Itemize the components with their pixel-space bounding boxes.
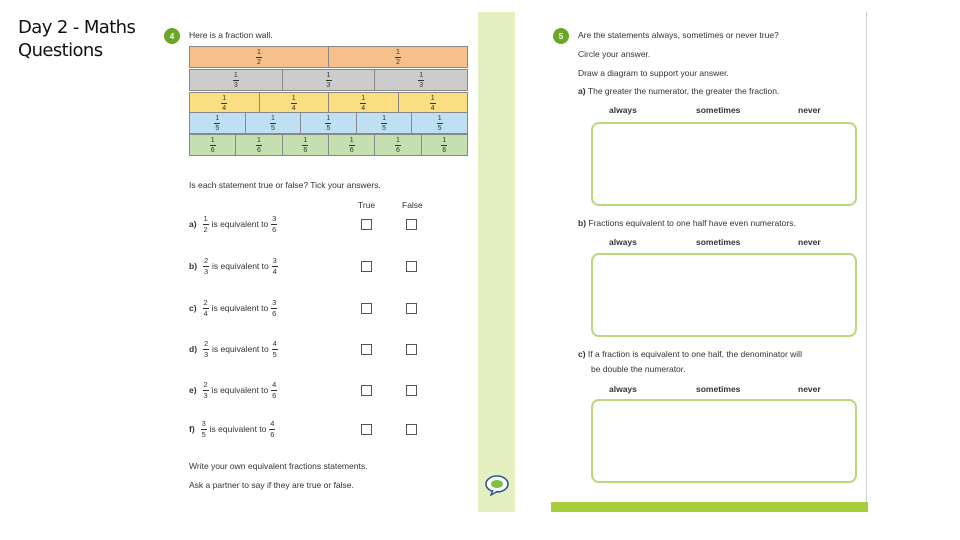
part-text: If a fraction is equivalent to one half, the denominator will bbox=[587, 349, 802, 359]
part-text-continued: be double the numerator. bbox=[591, 364, 686, 374]
wall-cell bbox=[189, 134, 236, 156]
option-sometimes[interactable]: sometimes bbox=[696, 384, 741, 394]
numerator: 1 bbox=[361, 94, 366, 102]
question-4-outro-1: Write your own equivalent fractions statements. bbox=[189, 461, 368, 471]
denominator: 4 bbox=[361, 104, 366, 112]
denominator: 4 bbox=[430, 104, 435, 112]
fraction-left bbox=[203, 257, 209, 275]
question-5-line-2: Circle your answer. bbox=[578, 49, 651, 59]
denominator: 6 bbox=[210, 146, 215, 154]
statement-text: is equivalent to bbox=[209, 424, 267, 434]
fraction-unit bbox=[291, 95, 297, 112]
statement-text: is equivalent to bbox=[212, 344, 269, 354]
wall-cell bbox=[411, 112, 468, 134]
statement-text: is equivalent to bbox=[211, 219, 269, 229]
option-always[interactable]: always bbox=[609, 237, 637, 247]
wall-cell bbox=[259, 92, 330, 114]
fraction-unit bbox=[233, 72, 239, 89]
denominator: 4 bbox=[203, 308, 208, 318]
speech-bubble-icon bbox=[484, 474, 510, 496]
true-checkbox-c[interactable] bbox=[361, 303, 372, 314]
fraction-bar bbox=[441, 145, 447, 146]
wall-cell bbox=[328, 46, 468, 68]
fraction-bar bbox=[270, 123, 276, 124]
fraction-unit bbox=[349, 137, 355, 154]
numerator: 1 bbox=[303, 136, 308, 144]
fraction-unit bbox=[430, 95, 436, 112]
numerator: 4 bbox=[272, 339, 277, 348]
wall-cell bbox=[374, 134, 421, 156]
true-checkbox-b[interactable] bbox=[361, 261, 372, 272]
fraction-unit bbox=[437, 115, 443, 132]
statement-text: is equivalent to bbox=[211, 385, 269, 395]
fraction-unit bbox=[418, 72, 424, 89]
numerator: 1 bbox=[210, 136, 215, 144]
page-gutter bbox=[478, 12, 515, 512]
denominator: 3 bbox=[233, 81, 238, 89]
wall-row-thirds bbox=[189, 69, 467, 91]
false-column-header: False bbox=[402, 200, 423, 210]
fraction-unit bbox=[221, 95, 227, 112]
wall-cell bbox=[356, 112, 413, 134]
numerator: 1 bbox=[291, 94, 296, 102]
fraction-unit bbox=[256, 49, 262, 66]
fraction-unit bbox=[395, 49, 401, 66]
true-checkbox-d[interactable] bbox=[361, 344, 372, 355]
numerator: 3 bbox=[272, 214, 277, 223]
fraction-bar bbox=[291, 103, 297, 104]
statement-a bbox=[189, 213, 280, 235]
fraction-left bbox=[201, 420, 207, 438]
fraction-bar bbox=[395, 145, 401, 146]
true-checkbox-e[interactable] bbox=[361, 385, 372, 396]
numerator: 2 bbox=[203, 339, 209, 348]
wall-cell bbox=[282, 69, 376, 91]
numerator: 1 bbox=[326, 71, 331, 79]
fraction-unit bbox=[302, 137, 308, 154]
denominator: 3 bbox=[203, 390, 208, 400]
question-5-line-3: Draw a diagram to support your answer. bbox=[578, 68, 729, 78]
wall-row-halves bbox=[189, 46, 467, 68]
statement-label: a) bbox=[189, 219, 197, 229]
fraction-bar bbox=[360, 103, 366, 104]
fraction-left bbox=[203, 340, 209, 358]
fraction-left bbox=[203, 299, 209, 317]
numerator: 1 bbox=[382, 114, 387, 122]
fraction-unit bbox=[270, 115, 276, 132]
wall-row-quarters bbox=[189, 92, 467, 114]
denominator: 2 bbox=[396, 58, 400, 66]
fraction-bar bbox=[325, 123, 331, 124]
statement-label: c) bbox=[189, 303, 197, 313]
denominator: 2 bbox=[203, 224, 208, 234]
numerator: 4 bbox=[270, 419, 275, 428]
denominator: 5 bbox=[201, 429, 206, 439]
part-label: b) bbox=[578, 218, 589, 228]
fraction-unit bbox=[395, 137, 401, 154]
denominator: 5 bbox=[270, 124, 275, 132]
numerator: 1 bbox=[419, 71, 424, 79]
statement-b bbox=[189, 255, 281, 277]
denominator: 6 bbox=[442, 146, 447, 154]
denominator: 6 bbox=[303, 146, 308, 154]
option-sometimes[interactable]: sometimes bbox=[696, 237, 741, 247]
fraction-unit bbox=[256, 137, 262, 154]
denominator: 5 bbox=[272, 349, 277, 359]
diagram-answer-box[interactable] bbox=[591, 122, 857, 206]
denominator: 4 bbox=[222, 104, 227, 112]
denominator: 3 bbox=[203, 349, 209, 359]
statement-text: is equivalent to bbox=[212, 261, 269, 271]
false-checkbox-e[interactable] bbox=[406, 385, 417, 396]
wall-cell bbox=[245, 112, 302, 134]
denominator: 6 bbox=[272, 308, 277, 318]
denominator: 6 bbox=[272, 390, 277, 400]
fraction-unit bbox=[214, 115, 220, 132]
option-never[interactable]: never bbox=[798, 237, 821, 247]
wall-cell bbox=[328, 134, 375, 156]
numerator: 1 bbox=[270, 114, 275, 122]
denominator: 5 bbox=[326, 124, 331, 132]
numerator: 2 bbox=[203, 298, 208, 307]
wall-row-sixths bbox=[189, 134, 467, 156]
denominator: 5 bbox=[382, 124, 387, 132]
numerator: 3 bbox=[272, 256, 277, 265]
wall-cell bbox=[398, 92, 469, 114]
fraction-unit bbox=[360, 95, 366, 112]
part-text: The greater the numerator, the greater the fraction. bbox=[587, 86, 780, 96]
wall-cell bbox=[189, 112, 246, 134]
numerator: 1 bbox=[257, 48, 261, 56]
numerator: 3 bbox=[201, 419, 206, 428]
option-sometimes[interactable]: sometimes bbox=[696, 105, 741, 115]
wall-cell bbox=[328, 92, 399, 114]
question-5-line-1: Are the statements always, sometimes or never true? bbox=[578, 30, 779, 40]
denominator: 4 bbox=[291, 104, 296, 112]
denominator: 6 bbox=[257, 146, 261, 154]
fraction-right bbox=[271, 215, 277, 233]
numerator: 1 bbox=[257, 136, 261, 144]
statement-label: e) bbox=[189, 385, 197, 395]
wall-cell bbox=[374, 69, 468, 91]
denominator: 6 bbox=[272, 224, 277, 234]
statement-label: b) bbox=[189, 261, 198, 271]
numerator: 1 bbox=[396, 136, 400, 144]
fraction-right bbox=[269, 420, 275, 438]
false-checkbox-c[interactable] bbox=[406, 303, 417, 314]
fraction-bar bbox=[326, 80, 332, 81]
wall-cell bbox=[189, 92, 260, 114]
fraction-bar bbox=[381, 123, 387, 124]
wall-cell bbox=[300, 112, 357, 134]
right-page bbox=[515, 12, 867, 512]
fraction-bar bbox=[302, 145, 308, 146]
fraction-bar bbox=[437, 123, 443, 124]
option-never[interactable]: never bbox=[798, 384, 821, 394]
fraction-right bbox=[271, 299, 277, 317]
denominator: 6 bbox=[270, 429, 275, 439]
fraction-bar bbox=[221, 103, 227, 104]
part-question-text bbox=[578, 349, 802, 359]
fraction-left bbox=[203, 381, 209, 399]
statement-label: f) bbox=[189, 424, 195, 434]
fraction-unit bbox=[326, 72, 332, 89]
fraction-bar bbox=[256, 145, 262, 146]
numerator: 2 bbox=[203, 256, 209, 265]
numerator: 1 bbox=[430, 94, 435, 102]
page-footer-bar bbox=[551, 502, 868, 512]
denominator: 5 bbox=[215, 124, 220, 132]
fraction-right bbox=[271, 381, 277, 399]
fraction-bar bbox=[233, 80, 239, 81]
fraction-unit bbox=[381, 115, 387, 132]
question-4-intro: Here is a fraction wall. bbox=[189, 30, 273, 40]
false-checkbox-f[interactable] bbox=[406, 424, 417, 435]
question-4-prompt: Is each statement true or false? Tick your answers. bbox=[189, 180, 381, 190]
numerator: 3 bbox=[272, 298, 277, 307]
wall-cell bbox=[189, 46, 329, 68]
fraction-left bbox=[203, 215, 209, 233]
part-label: c) bbox=[578, 349, 588, 359]
fraction-unit bbox=[441, 137, 447, 154]
statement-d bbox=[189, 338, 281, 360]
denominator: 3 bbox=[419, 81, 424, 89]
fraction-unit bbox=[325, 115, 331, 132]
numerator: 2 bbox=[203, 380, 208, 389]
fraction-bar bbox=[418, 80, 424, 81]
wall-cell bbox=[421, 134, 468, 156]
option-always[interactable]: always bbox=[609, 105, 637, 115]
true-column-header: True bbox=[358, 200, 376, 210]
fraction-bar bbox=[214, 123, 220, 124]
statement-e bbox=[189, 379, 280, 401]
part-question-text bbox=[578, 218, 796, 228]
fraction-bar bbox=[430, 103, 436, 104]
diagram-answer-box[interactable] bbox=[591, 399, 857, 483]
option-always[interactable]: always bbox=[609, 384, 637, 394]
statement-text: is equivalent to bbox=[211, 303, 269, 313]
left-page bbox=[160, 12, 478, 512]
wall-cell bbox=[189, 69, 283, 91]
part-label: a) bbox=[578, 86, 588, 96]
true-checkbox-f[interactable] bbox=[361, 424, 372, 435]
question-5-number: 5 bbox=[553, 28, 569, 44]
denominator: 6 bbox=[396, 146, 400, 154]
statement-c bbox=[189, 297, 280, 319]
statement-f bbox=[189, 418, 278, 440]
slide-title: Day 2 - Maths Questions bbox=[18, 17, 136, 61]
denominator: 4 bbox=[272, 266, 277, 276]
false-checkbox-d[interactable] bbox=[406, 344, 417, 355]
part-text: Fractions equivalent to one half have even numerators. bbox=[588, 218, 796, 228]
denominator: 6 bbox=[349, 146, 354, 154]
denominator: 3 bbox=[326, 81, 331, 89]
diagram-answer-box[interactable] bbox=[591, 253, 857, 337]
numerator: 1 bbox=[233, 71, 238, 79]
denominator: 2 bbox=[257, 58, 261, 66]
fraction-bar bbox=[395, 57, 401, 58]
fraction-right bbox=[272, 257, 278, 275]
question-4-number: 4 bbox=[164, 28, 180, 44]
numerator: 1 bbox=[442, 136, 447, 144]
true-checkbox-a[interactable] bbox=[361, 219, 372, 230]
wall-cell bbox=[235, 134, 282, 156]
numerator: 1 bbox=[222, 94, 227, 102]
wall-cell bbox=[282, 134, 329, 156]
numerator: 1 bbox=[326, 114, 331, 122]
question-4-outro-2: Ask a partner to say if they are true or false. bbox=[189, 480, 354, 490]
numerator: 1 bbox=[396, 48, 400, 56]
wall-row-fifths bbox=[189, 112, 467, 134]
fraction-bar bbox=[256, 57, 262, 58]
fraction-bar bbox=[349, 145, 355, 146]
statement-label: d) bbox=[189, 344, 198, 354]
fraction-right bbox=[272, 340, 278, 358]
option-never[interactable]: never bbox=[798, 105, 821, 115]
numerator: 1 bbox=[437, 114, 442, 122]
denominator: 5 bbox=[437, 124, 442, 132]
denominator: 3 bbox=[203, 266, 209, 276]
fraction-bar bbox=[210, 145, 216, 146]
numerator: 4 bbox=[272, 380, 277, 389]
numerator: 1 bbox=[203, 214, 208, 223]
numerator: 1 bbox=[349, 136, 354, 144]
false-checkbox-b[interactable] bbox=[406, 261, 417, 272]
fraction-unit bbox=[210, 137, 216, 154]
part-question-text bbox=[578, 86, 779, 96]
false-checkbox-a[interactable] bbox=[406, 219, 417, 230]
numerator: 1 bbox=[215, 114, 220, 122]
